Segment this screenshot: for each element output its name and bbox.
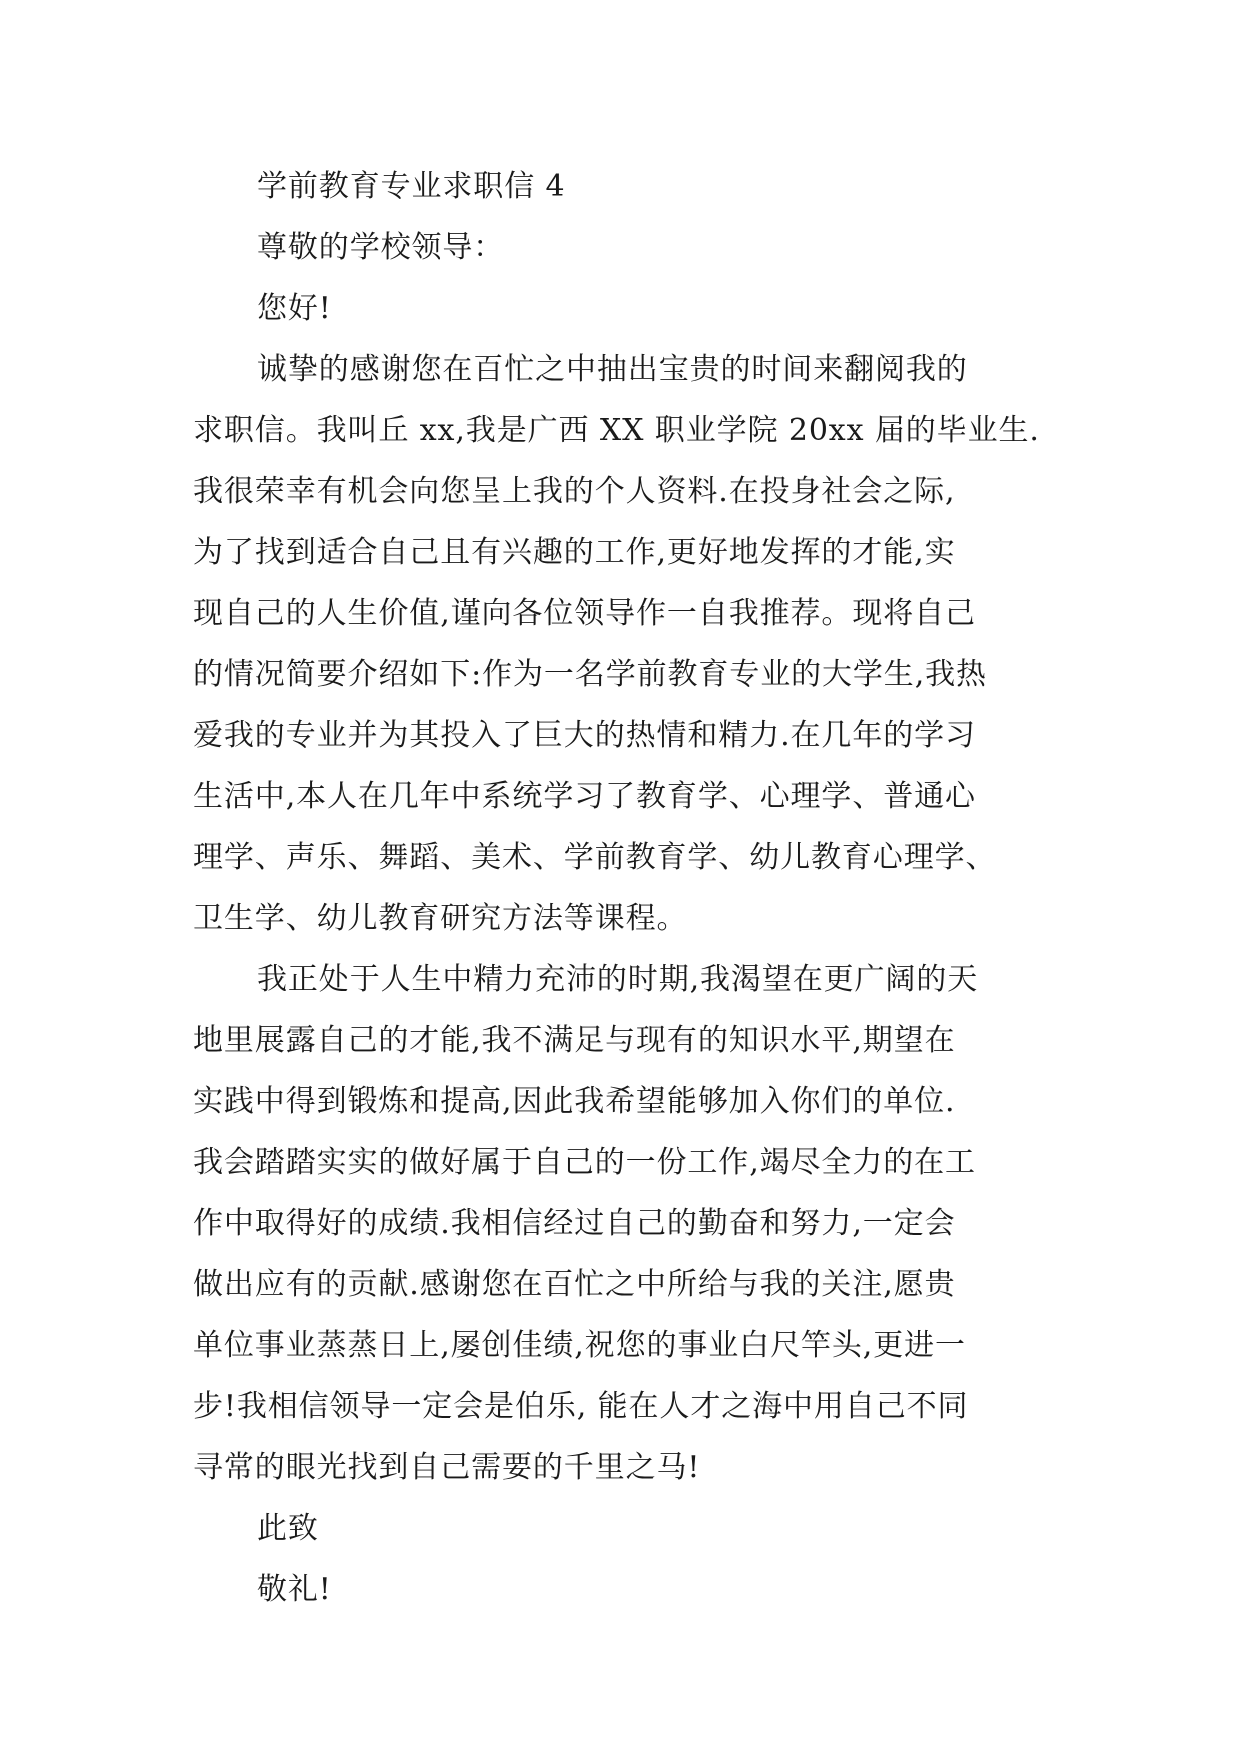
paragraph-line: 为了找到适合自己且有兴趣的工作,更好地发挥的才能,实: [193, 535, 956, 570]
greeting: 您好!: [257, 291, 332, 326]
closing-salute: 敬礼!: [257, 1572, 332, 1607]
paragraph-line: 实践中得到锻炼和提高,因此我希望能够加入你们的单位.: [193, 1084, 956, 1119]
paragraph-line: 地里展露自己的才能,我不满足与现有的知识水平,期望在: [193, 1023, 956, 1058]
paragraph-line: 单位事业蒸蒸日上,屡创佳绩,祝您的事业白尺竿头,更进一: [193, 1328, 966, 1363]
paragraph-line: 寻常的眼光找到自己需要的千里之马!: [193, 1450, 701, 1485]
paragraph-line: 生活中,本人在几年中系统学习了教育学、心理学、普通心: [193, 779, 976, 814]
letter-body: [193, 156, 1055, 1620]
paragraph-line: 我正处于人生中精力充沛的时期,我渴望在更广阔的天: [257, 962, 979, 997]
paragraph-line: 求职信。我叫丘 xx,我是广西 XX 职业学院 20xx 届的毕业生.: [193, 413, 1040, 448]
paragraph-line: 现自己的人生价值,谨向各位领导作一自我推荐。现将自己: [193, 596, 976, 631]
salutation: 尊敬的学校领导：: [257, 230, 505, 265]
paragraph-line: 做出应有的贡献.感谢您在百忙之中所给与我的关注,愿贵: [193, 1267, 956, 1302]
paragraph-line: 我会踏踏实实的做好属于自己的一份工作,竭尽全力的在工: [193, 1145, 976, 1180]
letter-title: 学前教育专业求职信 4: [257, 169, 566, 204]
paragraph-line: 爱我的专业并为其投入了巨大的热情和精力.在几年的学习: [193, 718, 976, 753]
paragraph-line: 的情况简要介绍如下:作为一名学前教育专业的大学生,我热: [193, 657, 987, 692]
paragraph-line: 步!我相信领导一定会是伯乐, 能在人才之海中用自己不同: [193, 1389, 969, 1424]
paragraph-line: 作中取得好的成绩.我相信经过自己的勤奋和努力,一定会: [193, 1206, 956, 1241]
paragraph-2: [193, 949, 1055, 1498]
paragraph-line: 诚挚的感谢您在百忙之中抽出宝贵的时间来翻阅我的: [257, 352, 968, 387]
paragraph-line: 理学、声乐、舞蹈、美术、学前教育学、幼儿教育心理学、: [193, 840, 997, 875]
paragraph-line: 卫生学、幼儿教育研究方法等课程。: [193, 901, 688, 936]
closing-line: 此致: [257, 1511, 319, 1546]
paragraph-1: [193, 339, 1055, 949]
paragraph-line: 我很荣幸有机会向您呈上我的个人资料.在投身社会之际,: [193, 474, 956, 509]
